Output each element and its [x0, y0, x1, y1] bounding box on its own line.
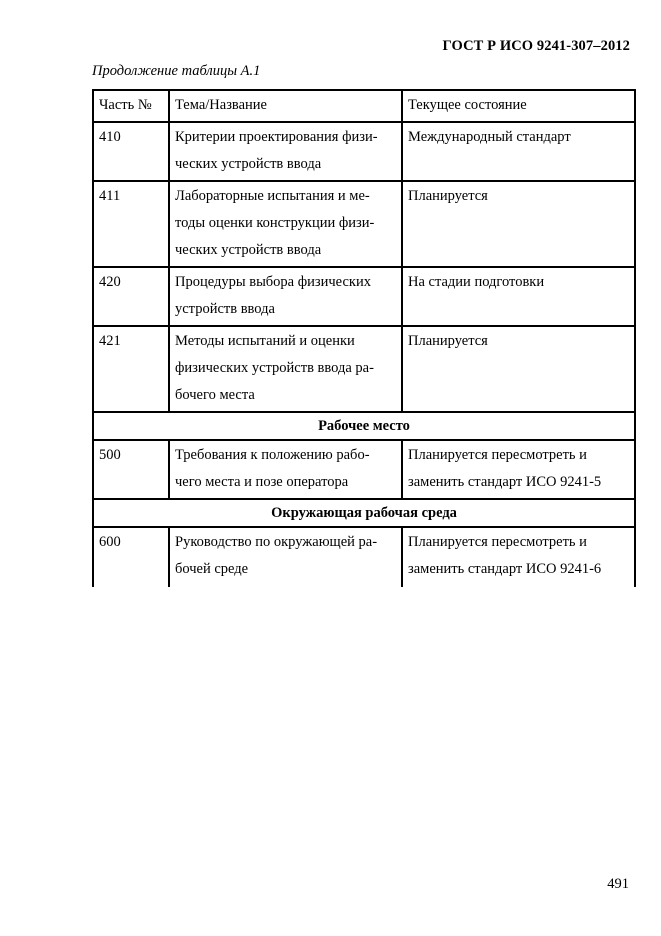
table-row — [93, 326, 635, 412]
status-line: Планируется — [408, 333, 488, 349]
table-row — [93, 122, 635, 181]
status-cell — [402, 440, 635, 499]
title-line: Методы испытаний и оценки — [175, 333, 355, 349]
status-cell — [402, 122, 635, 181]
title-cell — [169, 181, 402, 267]
status-cell — [402, 326, 635, 412]
table-caption: Продолжение таблицы А.1 — [92, 63, 261, 79]
status-cell — [402, 527, 635, 587]
section-heading: Окружающая рабочая среда — [93, 499, 635, 527]
column-header-title: Тема/Название — [169, 90, 402, 122]
table-row — [93, 440, 635, 499]
column-header-part: Часть № — [93, 90, 169, 122]
title-line: Процедуры выбора физических — [175, 274, 371, 290]
title-line: Лабораторные испытания и ме- — [175, 188, 370, 204]
title-cell — [169, 440, 402, 499]
title-line: ческих устройств ввода — [175, 156, 322, 172]
table-header-row — [93, 90, 635, 122]
table-row — [93, 181, 635, 267]
title-cell — [169, 326, 402, 412]
title-line: Критерии проектирования физи- — [175, 129, 378, 145]
part-number-cell: 500 — [93, 440, 169, 499]
part-number-cell: 411 — [93, 181, 169, 267]
title-line: бочей среде — [175, 561, 249, 577]
section-heading: Рабочее место — [93, 412, 635, 440]
part-number-cell: 410 — [93, 122, 169, 181]
status-cell — [402, 267, 635, 326]
title-line: физических устройств ввода ра- — [175, 360, 374, 376]
status-line: заменить стандарт ИСО 9241-6 — [408, 561, 602, 577]
title-line: бочего места — [175, 387, 255, 403]
title-line: ческих устройств ввода — [175, 242, 322, 258]
title-line: Руководство по окружающей ра- — [175, 534, 378, 550]
status-cell — [402, 181, 635, 267]
status-line: На стадии подготовки — [408, 274, 545, 290]
section-row-workplace — [93, 412, 635, 440]
standards-table — [92, 89, 636, 587]
column-header-status: Текущее состояние — [402, 90, 635, 122]
document-header: ГОСТ Р ИСО 9241-307–2012 — [442, 38, 630, 54]
title-line: тоды оценки конструкции физи- — [175, 215, 375, 231]
status-line: Планируется пересмотреть и — [408, 447, 587, 463]
section-row-environment — [93, 499, 635, 527]
title-line: чего места и позе оператора — [175, 474, 349, 490]
status-line: заменить стандарт ИСО 9241-5 — [408, 474, 602, 490]
status-line: Планируется — [408, 188, 488, 204]
part-number-cell: 420 — [93, 267, 169, 326]
title-line: Требования к положению рабо- — [175, 447, 370, 463]
title-cell — [169, 122, 402, 181]
part-number-cell: 421 — [93, 326, 169, 412]
title-line: устройств ввода — [175, 301, 275, 317]
title-cell — [169, 267, 402, 326]
status-line: Международный стандарт — [408, 129, 571, 145]
page-number: 491 — [607, 876, 629, 892]
table-row — [93, 527, 635, 587]
title-cell — [169, 527, 402, 587]
part-number-cell: 600 — [93, 527, 169, 587]
status-line: Планируется пересмотреть и — [408, 534, 587, 550]
table-row — [93, 267, 635, 326]
